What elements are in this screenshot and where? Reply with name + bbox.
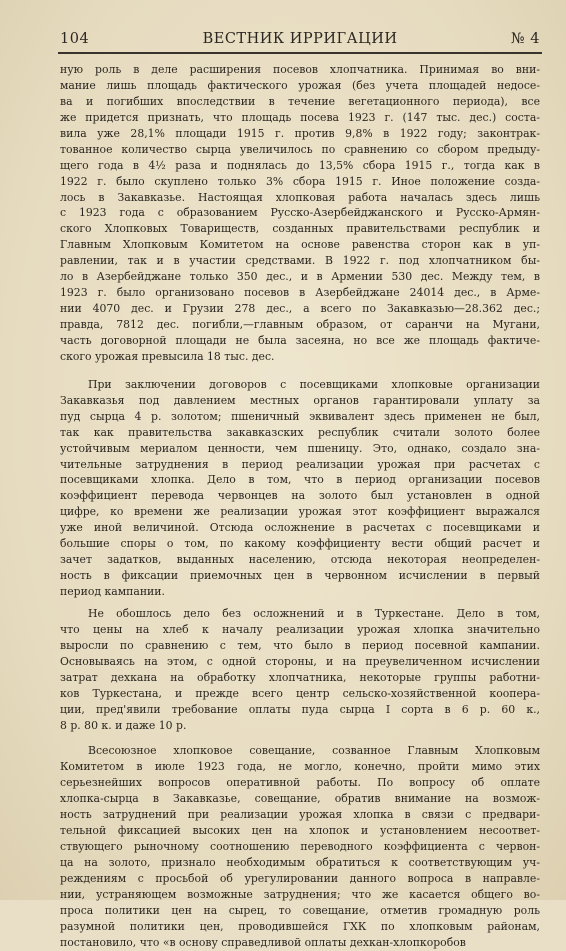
text-line: ную роль в деле расширения посевов хлопчатника. Принимая во вни-: [60, 63, 540, 76]
text-line: пуд сырца 4 р. золотом; пшеничный эквивалент здесь применен не был,: [60, 409, 540, 423]
text-line: тельной фиксацией высоких цен на хлопок и установлением несоответ-: [60, 824, 540, 838]
text-line: Комитетом в июле 1923 года, не могло, конечно, пройти мимо этих: [60, 760, 540, 774]
text-line: Закавказья под давлением местных органов гарантировали уплату за: [60, 393, 540, 407]
text-line: реждениям с просьбой об урегулировании данного вопроса в направле-: [60, 871, 540, 885]
paragraph: [60, 606, 540, 734]
paragraph: [60, 377, 540, 600]
text-line: ствующего рыночному соотношению переводного коэффициента с червон-: [60, 840, 540, 854]
text-line: ло в Азербейджане только 350 дес., и в Армении 530 дес. Между тем, в: [60, 270, 540, 284]
text-line: лось в Закавказье. Настоящая хлопковая работа началась здесь лишь: [60, 190, 540, 204]
text-line: так как правительства закавказских республик считали золото более: [60, 425, 540, 439]
text-line: ва и погибших впоследствии в течение вегетационного периода), все: [60, 94, 540, 108]
journal-title: ВЕСТНИК ИРРИГАЦИИ: [202, 31, 398, 47]
text-line: зачет задатков, выданных населению, отсюда некоторая неопределен-: [60, 553, 540, 567]
paragraph: [60, 62, 540, 365]
text-line: часть договорной площади не была засеяна, но все же площадь фактиче-: [60, 333, 540, 347]
text-line: нии, устраняющем возможные затруднения; что же касается общего во-: [60, 887, 540, 901]
text-line: серьезнейших вопросов оперативной работы. По вопросу об оплате: [60, 776, 540, 790]
text-line: 1922 г. было скуплено только 3% сбора 1915 г. Иное положение созда-: [60, 174, 540, 188]
text-line: вила уже 28,1% площади 1915 г. против 9,8% в 1922 году; законтрак-: [60, 126, 540, 140]
article-body: [60, 62, 540, 951]
text-line: уже иной величиной. Отсюда осложнение в расчетах с посевщиками и: [60, 521, 540, 535]
text-line: ского Хлопковых Товариществ, созданных правительствами республик и: [60, 222, 540, 236]
paragraph-gap: [60, 733, 540, 743]
text-line: тованное количество сырца увеличилось по сравнению со сбором предыду-: [60, 142, 540, 156]
text-line: 1923 г. было организовано посевов в Азербейджане 24014 дес., в Арме-: [60, 286, 540, 300]
text-line: хлопка-сырца в Закавказье, совещание, обратив внимание на возмож-: [60, 792, 540, 806]
text-line: ность затруднений при реализации урожая хлопка в связи с предвари-: [60, 808, 540, 822]
text-line: Основываясь на этом, с одной стороны, и на преувеличенном исчислении: [60, 654, 540, 668]
text-line: чительные затруднения в период реализации урожая при расчетах с: [60, 457, 540, 471]
text-line: нии 4070 дес. и Грузии 278 дес., а всего по Закавказью—28.362 дес.;: [60, 302, 540, 316]
text-line: правда, 7812 дес. погибли,—главным образом, от саранчи на Мугани,: [60, 318, 540, 331]
text-line: что цены на хлеб к началу реализации урожая хлопка значительно: [60, 622, 540, 636]
text-line: посевщиками хлопка. Дело в том, что в период организации посевов: [60, 473, 540, 487]
paragraph-gap: [60, 365, 540, 377]
issue-number: № 4: [510, 31, 540, 47]
text-line: щего года в 4½ раза и поднялась до 13,5% сбора 1915 г., тогда как в: [60, 158, 540, 172]
text-line: устойчивым мериалом ценности, чем пшеницу. Это, однако, создало зна-: [60, 441, 540, 455]
text-line: Главным Хлопковым Комитетом на основе равенства сторон как в уп-: [60, 238, 540, 252]
text-line: При заключении договоров с посевщиками хлопковые организации: [88, 377, 540, 391]
text-line: равлении, так и в участии средствами. В 1922 г. под хлопчатником бы-: [60, 254, 540, 268]
paragraph: [60, 743, 540, 950]
text-line: разумной политики цен, проводившейся ГХК по хлопковым районам,: [60, 919, 540, 933]
text-line: Не обошлось дело без осложнений и в Туркестане. Дело в том,: [88, 606, 540, 620]
header-rule: [58, 52, 542, 54]
text-line: проса политики цен на сырец, то совещание, отметив громадную роль: [60, 903, 540, 917]
text-line: ца на золото, признало необходимым обратиться к соответствующим уч-: [60, 856, 540, 869]
text-line: затрат дехкана на обработку хлопчатника, некоторые группы работни-: [60, 670, 540, 684]
text-line: ков Туркестана, и прежде всего центр сельско-хозяйственной коопера-: [60, 686, 540, 700]
running-header: [60, 26, 540, 52]
text-line: цифре, ко времени же реализации урожая этот коэффициент выражался: [60, 505, 540, 519]
text-line: выросли по сравнению с тем, что было в период посевной кампании.: [60, 638, 540, 652]
text-line: же придется признать, что площадь посева 1923 г. (147 тыс. дес.) соста-: [60, 110, 540, 124]
page-number: 104: [60, 31, 90, 47]
text-line: большие споры о том, по какому коэффициенту вести общий расчет и: [60, 537, 540, 551]
text-line: ского урожая превысила 18 тыс. дес.: [60, 349, 275, 363]
text-line: постановило, что «в основу справедливой оплаты дехкан-хлопкоробов: [60, 935, 466, 949]
text-line: ции, пред'явили требование оплаты пуда сырца I сорта в 6 р. 60 к.,: [60, 702, 540, 716]
text-line: период кампании.: [60, 585, 165, 598]
text-line: ность в фиксации приемочных цен в червонном исчислении в первый: [60, 569, 540, 583]
text-line: Всесоюзное хлопковое совещание, созванное Главным Хлопковым: [88, 744, 540, 758]
text-line: 8 р. 80 к. и даже 10 р.: [60, 718, 187, 732]
text-line: с 1923 года с образованием Русско-Азербейджанского и Русско-Армян-: [60, 206, 540, 220]
text-line: мание лишь площадь фактического урожая (без учета площадей недосе-: [60, 78, 540, 92]
text-line: коэффициент перевода червонцев на золото был установлен в одной: [60, 489, 540, 503]
